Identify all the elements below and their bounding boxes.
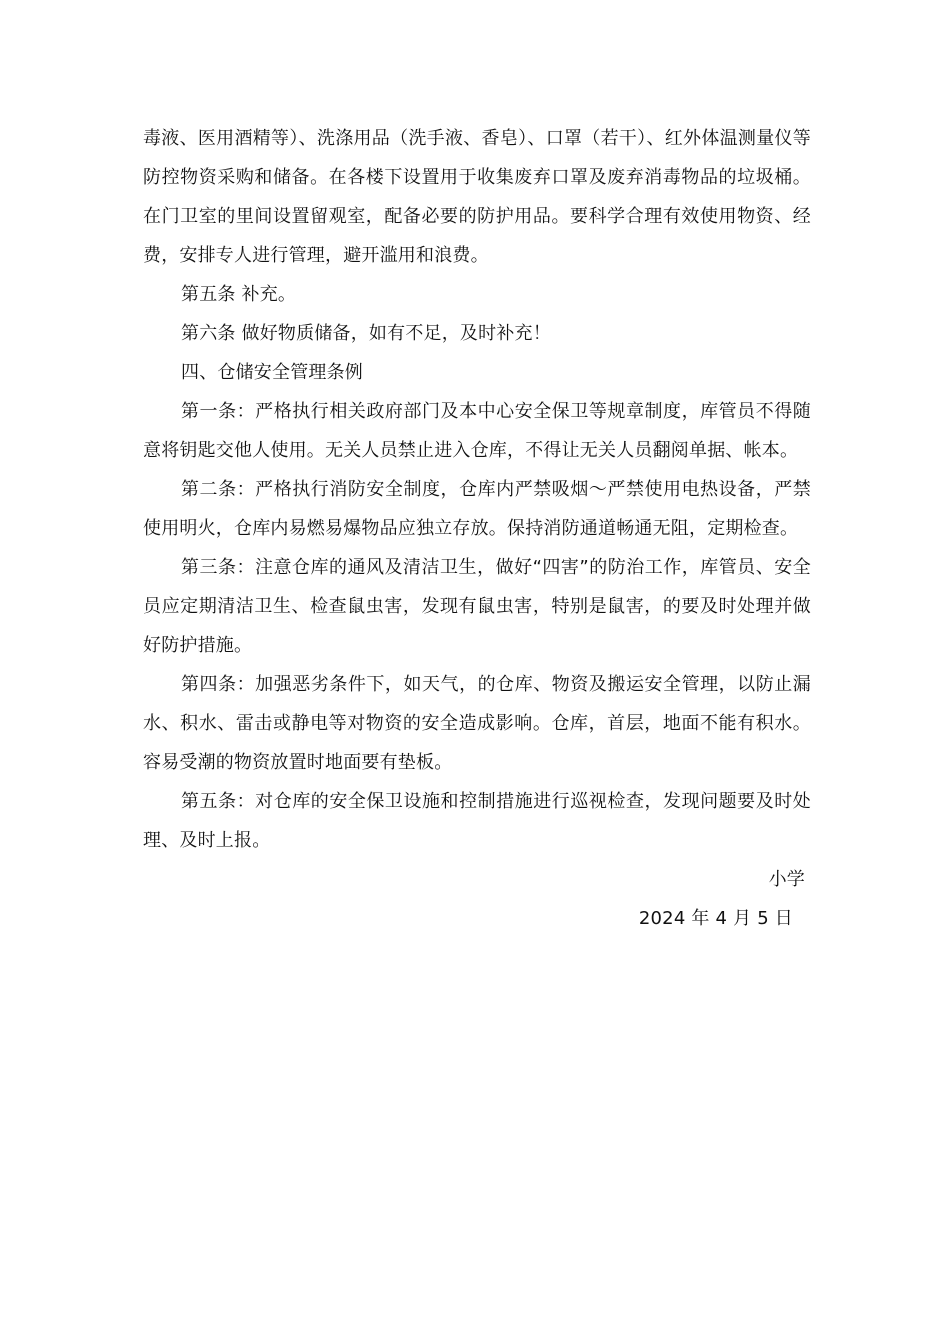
paragraph-warehouse-article-2: 第二条：严格执行消防安全制度，仓库内严禁吸烟～严禁使用电热设备，严禁使用明火，仓库内易燃易爆物品应独立存放。保持消防通道畅通无阻，定期检查。 bbox=[143, 479, 811, 539]
signature-school: 小学 bbox=[768, 869, 805, 890]
paragraph-warehouse-article-1: 第一条：严格执行相关政府部门及本中心安全保卫等规章制度，库管员不得随意将钥匙交他人使用。无关人员禁止进入仓库，不得让无关人员翻阅单据、帐本。 bbox=[143, 401, 811, 461]
signature-date: 2024 年 4 月 5 日 bbox=[638, 908, 793, 929]
paragraph-supplies-continued: 毒液、医用酒精等）、洗涤用品（洗手液、香皂）、口罩（若干）、红外体温测量仪等防控物资采购和储备。在各楼下设置用于收集废弃口罩及废弃消毒物品的垃圾桶。在门卫室的里间设置留观室，配备必要的防护用品。要科学合理有效使用物资、经费，安排专人进行管理，避开滥用和浪费。 bbox=[143, 128, 811, 266]
paragraph-article-5-supplement: 第五条 补充。 bbox=[181, 284, 297, 305]
document-body bbox=[143, 119, 811, 938]
paragraph-warehouse-article-5: 第五条：对仓库的安全保卫设施和控制措施进行巡视检查，发现问题要及时处理、及时上报。 bbox=[143, 791, 811, 851]
section-heading-warehouse-safety: 四、仓储安全管理条例 bbox=[181, 362, 363, 383]
paragraph-warehouse-article-4: 第四条：加强恶劣条件下，如天气，的仓库、物资及搬运安全管理，以防止漏水、积水、雷击或静电等对物资的安全造成影响。仓库，首层，地面不能有积水。容易受潮的物资放置时地面要有垫板。 bbox=[143, 674, 811, 773]
paragraph-warehouse-article-3: 第三条：注意仓库的通风及清洁卫生，做好“四害”的防治工作，库管员、安全员应定期清洁卫生、检查鼠虫害，发现有鼠虫害，特别是鼠害，的要及时处理并做好防护措施。 bbox=[143, 557, 811, 656]
paragraph-article-6-reserve: 第六条 做好物质储备，如有不足，及时补充！ bbox=[181, 323, 551, 344]
